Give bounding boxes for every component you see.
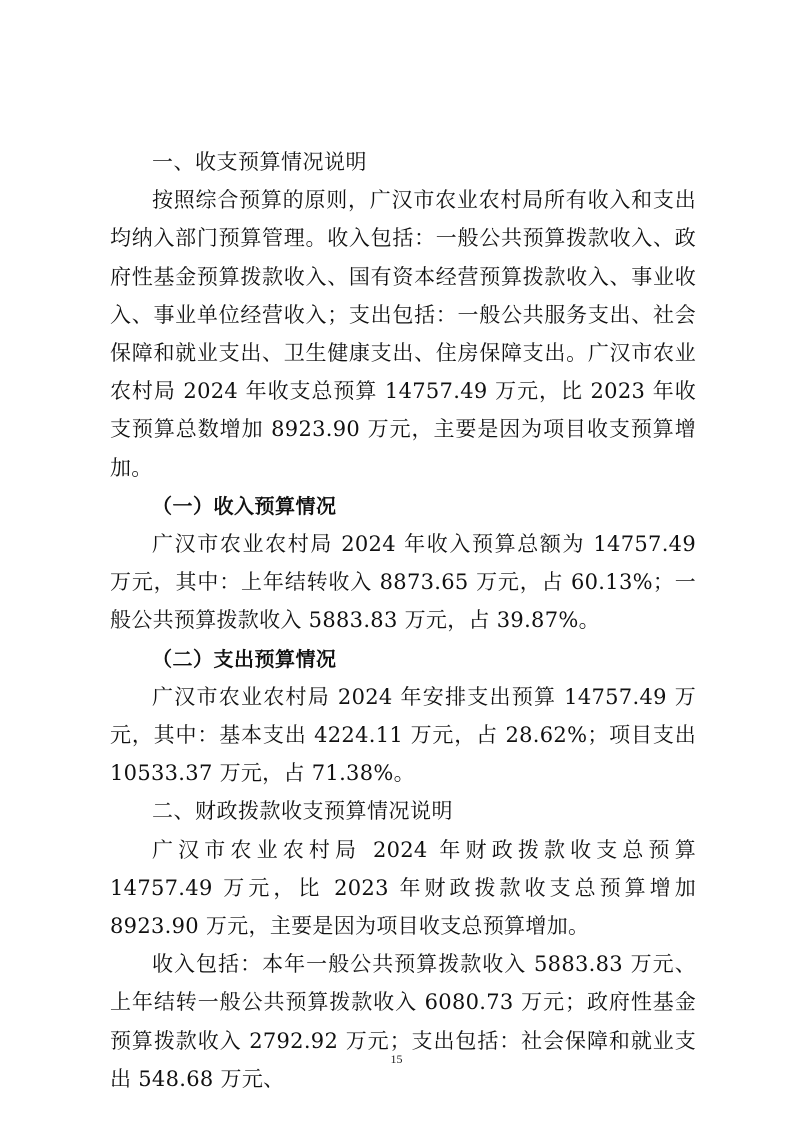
subheading-income-budget: （一）收入预算情况 — [152, 493, 337, 518]
paragraph-expenditure-budget: 广汉市农业农村局 2024 年安排支出预算 14757.49 万元，其中：基本支出 4224.11 万元，占 28.62%；项目支出 10533.37 万元，占 71.38%。 — [110, 684, 696, 786]
paragraph-fiscal-total: 广汉市农业农村局 2024 年财政拨款收支总预算 14757.49 万元，比 2023 年财政拨款收支总预算增加 8923.90 万元，主要是因为项目收支总预算增加。 — [110, 837, 696, 939]
paragraph-budget-overview: 按照综合预算的原则，广汉市农业农村局所有收入和支出均纳入部门预算管理。收入包括：一般公共预算拨款收入、政府性基金预算拨款收入、国有资本经营预算拨款收入、事业收入、事业单位经营收入；支出包括：一般公共服务支出、社会保障和就业支出、卫生健康支出、住房保障支出。广汉市农业农村局 2024 年收支总预算 14757.49 万元，比 2023 年收支预算总数增加 8923.90 万元，主要是因为项目收支预算增加。 — [110, 188, 696, 480]
page-content — [110, 143, 696, 1098]
section-heading-fiscal-appropriation: 二、财政拨款收支预算情况说明 — [152, 799, 453, 824]
paragraph-income-budget: 广汉市农业农村局 2024 年收入预算总额为 14757.49 万元，其中：上年结转收入 8873.65 万元，占 60.13%；一般公共预算拨款收入 5883.83 万元，占 39.87%。 — [110, 532, 696, 633]
page-number: 15 — [390, 1052, 403, 1066]
paragraph-fiscal-details: 收入包括：本年一般公共预算拨款收入 5883.83 万元、上年结转一般公共预算拨款收入 6080.73 万元；政府性基金预算拨款收入 2792.92 万元；支出包括：社会保障和就业支出 548.68 万元、 — [110, 952, 696, 1091]
subheading-expenditure-budget: （二）支出预算情况 — [152, 646, 337, 671]
section-heading-budget-overview: 一、收支预算情况说明 — [152, 150, 367, 174]
